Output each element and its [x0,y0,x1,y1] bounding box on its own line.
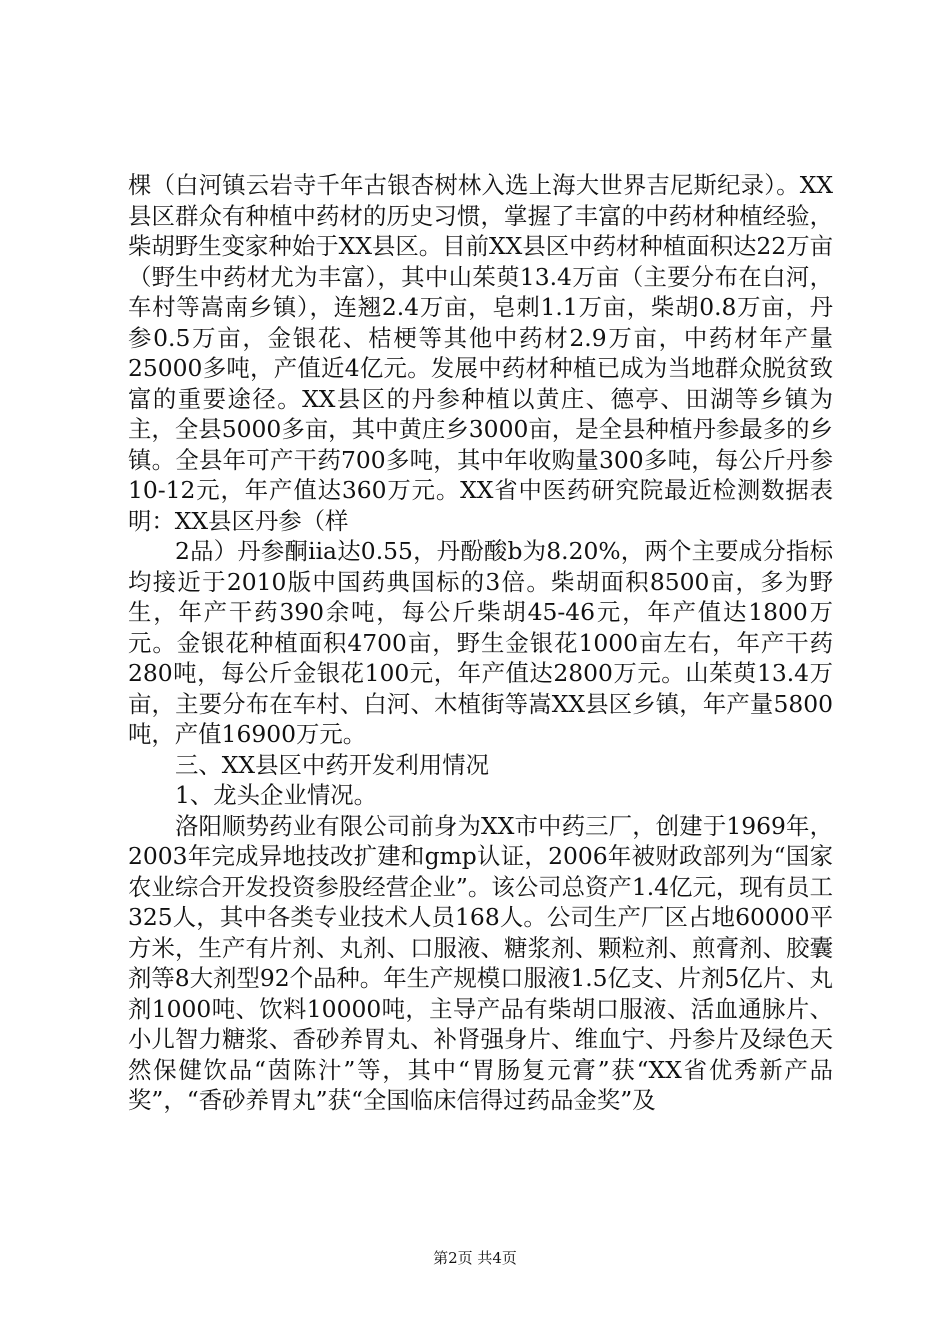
document-body [128,170,833,1116]
paragraph-company-profile: 洛阳顺势药业有限公司前身为XX市中药三厂，创建于1969年，2003年完成异地技改扩建和gmp认证，2006年被财政部列为“国家农业综合开发投资参股经营企业”。该公司总资产1.4亿元，现有员工325人，其中各类专业技术人员168人。公司生产厂区占地60000平方米，生产有片剂、丸剂、口服液、糖浆剂、颗粒剂、煎膏剂、胶囊剂等8大剂型92个品种。年生产规模口服液1.5亿支、片剂5亿片、丸剂1000吨、饮料10000吨，主导产品有柴胡口服液、活血通脉片、小儿智力糖浆、香砂养胃丸、补肾强身片、维血宁、丹参片及绿色天然保健饮品“茵陈汁”等，其中“胃肠复元膏”获“XX省优秀新产品奖”，“香砂养胃丸”获“全国临床信得过药品金奖”及 [128,811,833,1114]
paragraph-herb-cultivation: 棵（白河镇云岩寺千年古银杏树林入选上海大世界吉尼斯纪录）。XX县区群众有种植中药材的历史习惯，掌握了丰富的中药材种植经验，柴胡野生变家种始于XX县区。目前XX县区中药材种植面积达22万亩（野生中药材尤为丰富），其中山茱萸13.4万亩（主要分布在白河，车村等嵩南乡镇），连翘2.4万亩，皂刺1.1万亩，柴胡0.8万亩，丹参0.5万亩，金银花、桔梗等其他中药材2.9万亩，中药材年产量25000多吨，产值近4亿元。发展中药材种植已成为当地群众脱贫致富的重要途径。XX县区的丹参种植以黄庄、德亭、田湖等乡镇为主，全县5000多亩，其中黄庄乡3000亩，是全县种植丹参最多的乡镇。全县年可产干药700多吨，其中年收购量300多吨，每公斤丹参10-12元，年产值达360万元。XX省中医药研究院最近检测数据表明：XX县区丹参（样 [128,171,833,535]
paragraph-herb-statistics: 2品）丹参酮iia达0.55，丹酚酸b为8.20%，两个主要成分指标均接近于2010版中国药典国标的3倍。柴胡面积8500亩，多为野生，年产干药390余吨，每公斤柴胡45-46元，年产值达1800万元。金银花种植面积4700亩，野生金银花1000亩左右，年产干药280吨，每公斤金银花100元，年产值达2800万元。山茱萸13.4万亩，主要分布在车村、白河、木植街等嵩XX县区乡镇，年产量5800吨，产值16900万元。 [128,537,833,748]
page-number-footer: 第2页 共4页 [433,1249,517,1267]
section-heading-development: 三、XX县区中药开发利用情况 [175,750,489,779]
subsection-heading-leading-enterprises: 1、龙头企业情况。 [175,781,378,809]
